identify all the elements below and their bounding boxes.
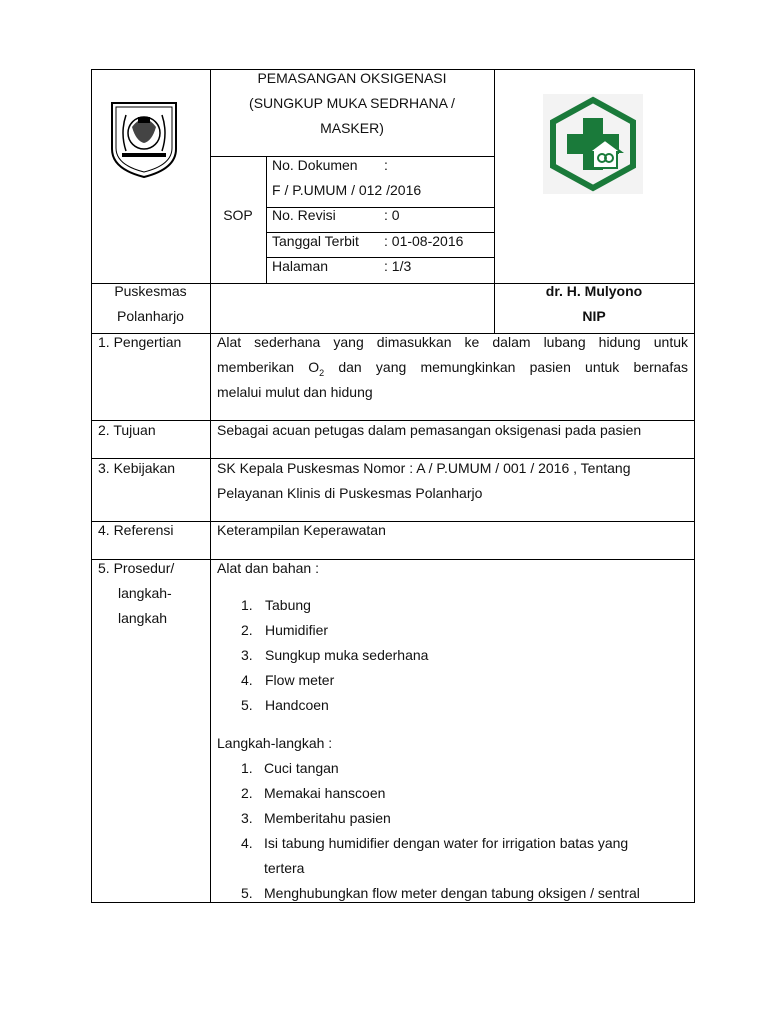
alat-item-number: 3.: [241, 647, 253, 663]
pengertian-line-1: Alat sederhana yang dimasukkan ke dalam lubang hidung untuk: [217, 334, 688, 350]
page-label: Halaman: [272, 258, 329, 274]
doc-number-value: F / P.UMUM / 012 /2016: [272, 182, 422, 198]
langkah-item-continuation: tertera: [264, 860, 305, 876]
signer-name: dr. H. Mulyono: [545, 283, 643, 299]
langkah-item: Menghubungkan flow meter dengan tabung oksigen / sentral: [264, 885, 640, 901]
alat-item: Humidifier: [265, 622, 329, 638]
sop-label: SOP: [223, 207, 253, 223]
alat-item: Sungkup muka sederhana: [265, 647, 429, 663]
langkah-item: Isi tabung humidifier dengan water for irrigation batas yang: [264, 835, 629, 851]
puskesmas-name-line-2: Polanharjo: [117, 308, 184, 324]
alat-item-number: 5.: [241, 697, 253, 713]
kebijakan-line-1: SK Kepala Puskesmas Nomor : A / P.UMUM / 001 / 2016 , Tentang: [217, 460, 631, 476]
section-label-referensi: 4. Referensi: [98, 522, 174, 538]
kebijakan-line-2: Pelayanan Klinis di Puskesmas Polanharjo: [217, 485, 483, 501]
signer-nip: NIP: [582, 308, 606, 324]
referensi-text: Keterampilan Keperawatan: [217, 522, 386, 538]
section-label-kebijakan: 3. Kebijakan: [98, 460, 176, 476]
puskesmas-logo: [543, 94, 643, 194]
issue-date-label: Tanggal Terbit: [272, 233, 359, 249]
langkah-item-number: 4.: [241, 835, 253, 851]
sop-title-line-2: (SUNGKUP MUKA SEDRHANA /: [249, 95, 455, 111]
langkah-item-number: 3.: [241, 810, 253, 826]
langkah-title: Langkah-langkah :: [217, 735, 333, 751]
alat-item-number: 1.: [241, 597, 253, 613]
alat-item-number: 2.: [241, 622, 253, 638]
alat-item: Tabung: [265, 597, 311, 613]
sop-title-line-1: PEMASANGAN OKSIGENASI: [257, 70, 447, 86]
langkah-item-number: 2.: [241, 785, 253, 801]
revision-label: No. Revisi: [272, 207, 336, 223]
doc-number-separator: :: [384, 157, 388, 173]
alat-item: Flow meter: [265, 672, 335, 688]
alat-bahan-title: Alat dan bahan :: [217, 560, 319, 576]
tujuan-text: Sebagai acuan petugas dalam pemasangan oksigenasi pada pasien: [217, 422, 642, 438]
section-label-prosedur-3: langkah: [118, 610, 168, 626]
sop-title-line-3: MASKER): [320, 120, 384, 136]
langkah-item: Cuci tangan: [264, 760, 339, 776]
section-label-tujuan: 2. Tujuan: [98, 422, 156, 438]
langkah-item-number: 1.: [241, 760, 253, 776]
langkah-item-number: 5.: [241, 885, 253, 901]
issue-date-value: : 01-08-2016: [384, 233, 464, 249]
pengertian-line-2: memberikan $O_2$ dan yang memungkinkan pasien untuk bernafas: [217, 359, 688, 378]
revision-value: : 0: [384, 207, 400, 223]
section-label-pengertian: 1. Pengertian: [98, 334, 182, 350]
doc-number-label: No. Dokumen: [272, 157, 358, 173]
section-label-prosedur-2: langkah-: [118, 585, 172, 601]
pengertian-line-3: melalui mulut dan hidung: [217, 384, 373, 400]
langkah-item: Memakai hanscoen: [264, 785, 386, 801]
section-label-prosedur-1: 5. Prosedur/: [98, 560, 175, 576]
page-value: : 1/3: [384, 258, 412, 274]
langkah-item: Memberitahu pasien: [264, 810, 391, 826]
alat-item: Handcoen: [265, 697, 329, 713]
alat-item-number: 4.: [241, 672, 253, 688]
regional-crest-logo: [108, 97, 180, 179]
puskesmas-name-line-1: Puskesmas: [114, 283, 187, 299]
